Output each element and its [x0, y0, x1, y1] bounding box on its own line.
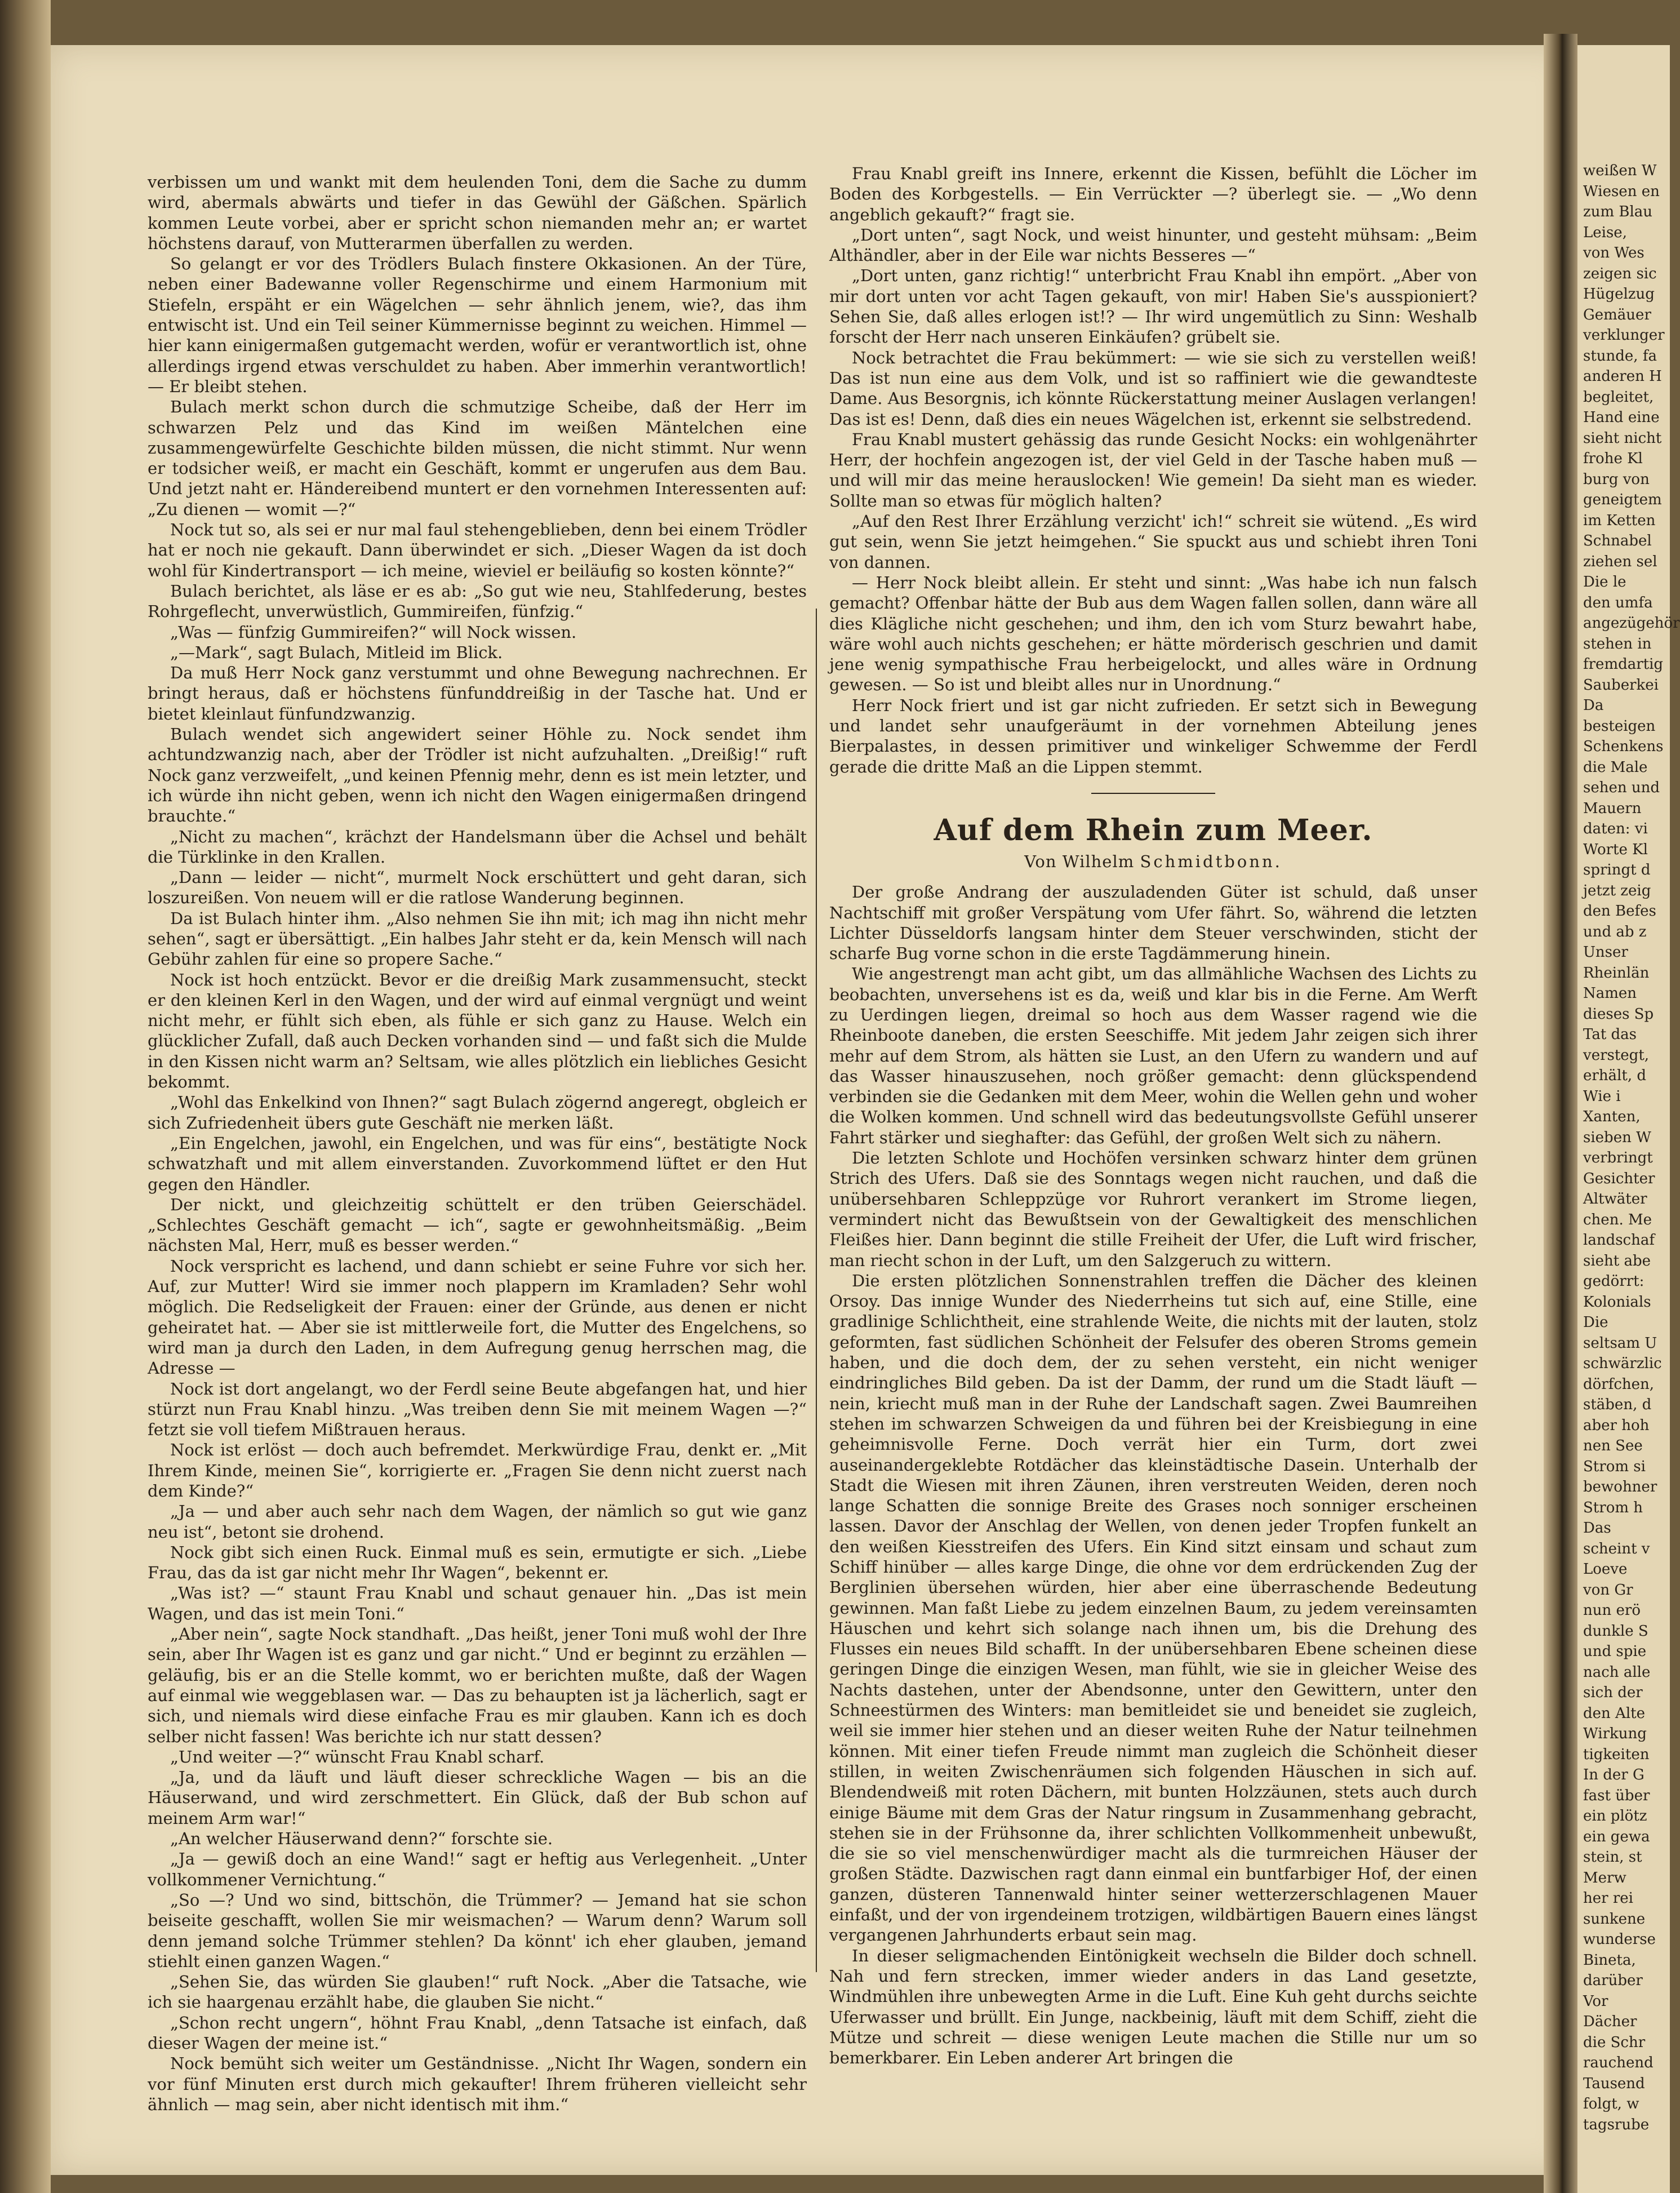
- facing-page-line: sieht abe: [1583, 1252, 1651, 1269]
- article-paragraph: Wie angestrengt man acht gibt, um das allmähliche Wachsen des Lichts zu beobachten, unversehens ist es da, weiß und klar bis in die Ferne. Am Werft zu Uerdingen liegen, dreimal so hoch aus dem Wasser ragend wie die Rheinboote daneben, die ersten Seeschiffe. Mit jedem Jahr zeigen sich ihrer mehr auf dem Strom, als hätten sie Lust, an den Ufern zu wandern und auf das Wasser hinauszusehen, noch größer gemacht: denn glückspendend verbinden sie die Gedanken mit dem Meer, wohin die Wellen gehn und woher die Wolken kommen. Und schnell wird das bedeutungsvollste Gefühl unserer Fahrt stärker und sieghafter: das Gefühl, der großen Welt sich zu nähern.: [829, 964, 1477, 1147]
- paragraph: Frau Knabl mustert gehässig das runde Gesicht Nocks: ein wohlgenährter Herr, der hochfein angezogen ist, der viel Geld in der Tasche haben muß — und will mir das meine herauslocken! Wie gemein! Da sieht man es wieder. Sollte man so etwas für möglich halten?: [829, 429, 1477, 510]
- facing-page-line: den umfa: [1583, 594, 1653, 611]
- paragraph: „An welcher Häuserwand denn?“ forschte sie.: [170, 1829, 553, 1849]
- facing-page-line: darüber: [1583, 1972, 1643, 1989]
- facing-page-line: chen. Me: [1583, 1211, 1652, 1228]
- paragraph: verbissen um und wankt mit dem heulenden Toni, dem die Sache zu dumm wird, abermals abwärts und tiefer in das Gewühl der Gäßchen. Spärlich kommen Leute vorbei, aber er spricht schon niemanden mehr an; er wartet höchstens darauf, von Mutterarmen überfallen zu werden.: [148, 172, 807, 253]
- facing-page-line: ein gewa: [1583, 1828, 1650, 1845]
- paragraph: „Dann — leider — nicht“, murmelt Nock erschüttert und geht daran, sich loszureißen. Von neuem will er die ratlose Wanderung beginnen.: [148, 868, 807, 908]
- facing-page-line: Gemäuer: [1583, 306, 1651, 323]
- facing-page-line: sunkene: [1583, 1910, 1646, 1928]
- paragraph: „Schon recht ungern“, höhnt Frau Knabl, „denn Tatsache ist einfach, daß dieser Wagen der meine ist.“: [148, 2013, 807, 2053]
- article-headline: Auf dem Rhein zum Meer.: [934, 813, 1373, 847]
- paragraph: Nock betrachtet die Frau bekümmert: — wie sie sich zu verstellen weiß! Das ist nun eine aus dem Volk, und ist so raffiniert wie die gewandteste Dame. Aus Besorgnis, ich könnte Rückerstattung meiner Auslagen verlangen! Das ist es! Denn, daß dies ein neues Wägelchen ist, erkennt sie selbstredend.: [829, 348, 1477, 429]
- facing-page-line: aber hoh: [1583, 1417, 1650, 1434]
- facing-page-line: Loeve: [1583, 1561, 1628, 1578]
- facing-page-line: dörfchen,: [1583, 1375, 1655, 1393]
- article-paragraph: Die letzten Schlote und Hochöfen versinken schwarz hinter dem grünen Strich des Ufers. Daß sie des Sonntags wegen nicht rauchen, und daß die unübersehbaren Schleppzüge vor Ruhrort verankert im Strome liegen, vermindert nicht das Bewußtsein von der Gewaltigkeit des menschlichen Fleißes hier. Dann beginnt die stille Freiheit der Ufer, die Luft wird frischer, man riecht schon in der Luft, um den Salzgeruch zu wittern.: [829, 1148, 1477, 1270]
- facing-page-line: Dächer: [1583, 2013, 1637, 2030]
- facing-page-line: dieses Sp: [1583, 1005, 1654, 1023]
- facing-page-line: Unser: [1583, 944, 1628, 961]
- facing-page-line: Wiesen en: [1583, 183, 1660, 200]
- paragraph: „—Mark“, sagt Bulach, Mitleid im Blick.: [170, 642, 503, 662]
- article-byline: [829, 851, 1477, 872]
- facing-page-line: besteigen: [1583, 717, 1656, 735]
- facing-page-line: und ab z: [1583, 923, 1647, 940]
- story-continuation: [829, 163, 1477, 777]
- facing-page-line: Vor: [1583, 1992, 1608, 2010]
- paragraph: Bulach berichtet, als läse er es ab: „So gut wie neu, Stahlfederung, bestes Rohrgeflecht, unverwüstlich, Gummireifen, fünfzig.“: [148, 581, 807, 622]
- facing-page-line: von Wes: [1583, 245, 1645, 261]
- facing-page-line: tagsrube: [1583, 2116, 1650, 2133]
- facing-page-line: verstegt,: [1583, 1046, 1650, 1064]
- paragraph: Nock tut so, als sei er nur mal faul stehengeblieben, denn bei einem Trödler hat er noch nie gekauft. Dann überwindet er sich. „Dieser Wagen da ist doch wohl für Kindertransport — ich meine, wieviel er beiläufig so kosten könnte?“: [148, 520, 807, 580]
- paragraph: Nock ist erlöst — doch auch befremdet. Merkwürdige Frau, denkt er. „Mit Ihrem Kinde, meinen Sie“, korrigierte er. „Fragen Sie denn nicht zuerst nach dem Kinde?“: [148, 1440, 807, 1501]
- facing-page-line: schwärzlic: [1583, 1355, 1662, 1372]
- facing-page-line: ziehen sel: [1583, 553, 1657, 570]
- facing-page-line: bewohner: [1583, 1479, 1657, 1495]
- facing-page-line: und spie: [1583, 1643, 1647, 1660]
- column-divider: [816, 609, 817, 1972]
- facing-page-line: Wie i: [1583, 1087, 1621, 1105]
- paragraph: „Dort unten, ganz richtig!“ unterbricht Frau Knabl ihn empört. „Aber von mir dort unten vor acht Tagen gekauft, von mir! Haben Sie's ausspioniert? Sehen Sie, daß alles erlogen ist!? — Ihr wird ungemütlich zu Sinn: Weshalb forscht der Herr nach unseren Einkäufen? grübelt sie.: [829, 266, 1477, 347]
- facing-page-line: daten: vi: [1583, 820, 1648, 837]
- facing-page-line: Gesichter: [1583, 1170, 1655, 1187]
- paragraph: Nock ist hoch entzückt. Bevor er die dreißig Mark zusammensucht, steckt er den kleinen Kerl in den Wagen, und der wird auf einmal vergnügt und weint nicht mehr, er fühlt sich eben, als fühle er sich ganz zu Hause. Welch ein glücklicher Zufall, daß auch Decken vorhanden sind — und faßt sich die Mulde in den Kissen nicht warm an? Seltsam, wie alles plötzlich ein liebliches Gesicht bekommt.: [148, 970, 807, 1092]
- facing-page-line: seltsam U: [1583, 1334, 1657, 1352]
- facing-page-line: Kolonials: [1583, 1293, 1651, 1311]
- facing-page-line: die Schr: [1583, 2034, 1646, 2051]
- facing-page-line: springt d: [1583, 862, 1651, 878]
- facing-page-line: Worte Kl: [1583, 841, 1648, 858]
- facing-page-edge: [1577, 45, 1680, 2193]
- facing-page-line: Schenkens: [1583, 738, 1664, 755]
- facing-page-line: verklunger: [1583, 327, 1665, 344]
- paragraph: Bulach wendet sich angewidert seiner Höhle zu. Nock sendet ihm achtundzwanzig nach, aber der Trödler ist nicht aufzuhalten. „Dreißig!“ ruft Nock ganz verzweifelt, „und keinen Pfennig mehr, denn es ist mein letzter, und ich würde ihn nicht geben, wenn ich nicht den Wagen einigermaßen dringend brauchte.“: [148, 725, 807, 826]
- facing-page-line: Mauern: [1583, 800, 1642, 817]
- facing-page-line: In der G: [1583, 1766, 1645, 1783]
- byline-author: Schmidtbonn.: [1140, 851, 1282, 871]
- paragraph: „Ein Engelchen, jawohl, ein Engelchen, und was für eins“, bestätigte Nock schwatzhaft und mit allem einverstanden. Zuvorkommend lüftet er den Hut gegen den Händler.: [148, 1133, 807, 1194]
- facing-page-line: fremdartig: [1583, 656, 1664, 673]
- facing-page-line: gedörrt:: [1583, 1273, 1645, 1290]
- paragraph: „Wohl das Enkelkind von Ihnen?“ sagt Bulach zögernd angeregt, obgleich er sich Zufriedenheit übers gute Geschäft nie merken läßt.: [148, 1093, 807, 1133]
- facing-page-line: weißen W: [1583, 162, 1657, 179]
- paragraph: „Aber nein“, sagte Nock standhaft. „Das heißt, jener Toni muß wohl der Ihre sein, aber Ihr Wagen ist es ganz und gar nicht.“ Und er beginnt zu erzählen — geläufig, bis er an die Stelle kommt, wo er berichten mußte, daß der Wagen auf einmal wie weggeblasen war. — Das zu behaupten ist ja lächerlich, sagt er sich, und niemals wird diese einfache Frau es mir glauben. Kann ich es doch selber nicht fassen! Was berichte ich nur statt dessen?: [148, 1624, 807, 1746]
- facing-page-column: [1583, 161, 1680, 2135]
- facing-page-line: erhält, d: [1583, 1067, 1646, 1084]
- facing-page-line: im Ketten: [1583, 512, 1656, 529]
- facing-page-line: sehen und: [1583, 779, 1660, 796]
- paragraph: „So —? Und wo sind, bittschön, die Trümmer? — Jemand hat sie schon beiseite geschafft, wollen Sie mir weismachen? — Warum denn? Warum soll denn jemand solche Trümmer stehlen? Da könnt' ich eher glauben, jemand stiehlt einen ganzen Wagen.“: [148, 1890, 807, 1971]
- facing-page-line: Schnabel: [1583, 532, 1652, 549]
- facing-page-line: nach alle: [1583, 1663, 1651, 1681]
- facing-page-line: Xanten,: [1583, 1108, 1641, 1125]
- facing-page-line: Namen: [1583, 985, 1637, 1002]
- paragraph: Herr Nock friert und ist gar nicht zufrieden. Er setzt sich in Bewegung und landet sehr unaufgeräumt in der vornehmen Abteilung jenes Bierpalastes, in dessen primitiver und winkeliger Schwemme der Ferdl gerade die dritte Maß an die Lippen stemmt.: [829, 695, 1477, 776]
- facing-page-line: von Gr: [1583, 1581, 1633, 1599]
- paragraph: „Was — fünfzig Gummireifen?“ will Nock wissen.: [170, 622, 577, 642]
- book-left-edge: [0, 0, 51, 2193]
- facing-page-line: Hand eine: [1583, 409, 1660, 426]
- facing-page-line: Da: [1583, 697, 1604, 714]
- facing-page-line: den Befes: [1583, 903, 1656, 920]
- facing-page-line: sieben W: [1583, 1129, 1651, 1146]
- facing-page-line: nen See: [1583, 1437, 1643, 1454]
- facing-page-line: Tausend: [1583, 2075, 1645, 2092]
- facing-page-line: scheint v: [1583, 1540, 1650, 1557]
- facing-page-line: Merw: [1583, 1869, 1626, 1886]
- article-paragraph: In dieser seligmachenden Eintönigkeit wechseln die Bilder doch schnell. Nah und fern strecken, immer wieder anders in das Land gesetzte, Windmühlen ihre unbewegten Arme in die Luft. Eine Kuh geht durchs seichte Uferwasser und brüllt. Ein Junge, nackbeinig, läuft mit dem Schiff, zieht die Mütze und schreit — diese wenigen Leute machen die Stille nur um so bemerkbarer. Ein Leben anderer Art bringen die: [829, 1946, 1477, 2068]
- facing-page-line: Leise,: [1583, 224, 1627, 241]
- paragraph: „Nicht zu machen“, krächzt der Handelsmann über die Achsel und behält die Türklinke in den Krallen.: [148, 827, 807, 867]
- facing-page-line: Wirkung: [1583, 1725, 1647, 1742]
- facing-page-line: burg von: [1583, 470, 1650, 488]
- facing-page-line: Strom si: [1583, 1458, 1646, 1475]
- facing-page-line: Hügelzug: [1583, 286, 1655, 303]
- paragraph: Nock gibt sich einen Ruck. Einmal muß es sein, ermutigte er sich. „Liebe Frau, das da ist gar nicht mehr Ihr Wagen“, bekennt er.: [148, 1542, 807, 1583]
- facing-page-line: begleitet,: [1583, 388, 1654, 406]
- facing-page-line: frohe Kl: [1583, 450, 1643, 467]
- facing-page-line: den Alte: [1583, 1704, 1645, 1722]
- facing-page-line: Bineta,: [1583, 1951, 1636, 1969]
- facing-page-line: landschaf: [1583, 1232, 1655, 1249]
- book-gutter: [1544, 34, 1577, 2193]
- byline-prefix: Von Wilhelm: [1024, 851, 1135, 871]
- facing-page-line: her rei: [1583, 1890, 1633, 1907]
- facing-page-line: wunderse: [1583, 1931, 1656, 1948]
- article-paragraph: Der große Andrang der auszuladenden Güter ist schuld, daß unser Nachtschiff mit großer Verspätung vom Ufer fährt. So, während die letzten Lichter Düsseldorfs langsam hinter dem Steuer verschwinden, sticht der scharfe Bug vorne schon in die erste Tagdämmerung hinein.: [829, 882, 1477, 964]
- facing-page-line: stein, st: [1583, 1849, 1642, 1866]
- paragraph: Nock bemüht sich weiter um Geständnisse. „Nicht Ihr Wagen, sondern ein vor fünf Minuten erst durch mich gekaufter! Ihrem früheren vielleicht sehr ähnlich — mag sein, aber nicht identisch mit ihm.“: [148, 2054, 807, 2114]
- paragraph: „Sehen Sie, das würden Sie glauben!“ ruft Nock. „Aber die Tatsache, wie ich sie haargenau erzählt habe, die glauben Sie nicht.“: [148, 1972, 807, 2012]
- facing-page-line: folgt, w: [1583, 2096, 1639, 2112]
- paragraph: Nock verspricht es lachend, und dann schiebt er seine Fuhre vor sich her. Auf, zur Mutter! Wird sie immer noch plappern im Kramladen? Sehr wohl möglich. Die Redseligkeit der Frauen: einer der Gründe, aus denen er nicht geheiratet hat. — Aber sie ist mittlerweile fort, die Mutter des Engelchens, so wird man ja durch den Laden, in dem Aufregung genug herrschen mag, die Adresse —: [148, 1256, 807, 1378]
- article-paragraph: Die ersten plötzlichen Sonnenstrahlen treffen die Dächer des kleinen Orsoy. Das innige Wunder des Niederrheins tut sich auf, eine Stille, eine gradlinige Schlichtheit, eine strahlende Weite, die nichts mit der lauten, stolz geformten, fast südlichen Schönheit der Felsufer des oberen Stroms gemein haben, und die doch dem, der zu sehen versteht, ein nicht weniger eindringliches Bild geben. Da ist der Damm, der rund um die Stadt läuft — nein, kriecht muß man in der Ruhe der Landschaft sagen. Zwei Baumreihen stehen im schwarzen Schweigen da und führen bei der Kreisbiegung in eine geheimnisvolle Ferne. Doch verrät hier ein Turm, dort zwei auseinandergeklebte Rotdächer das kleinstädtische Dasein. Unterhalb der Stadt die Wiesen mit ihren Zäunen, ihren verstreuten Weiden, deren noch lange Schatten die sonnige Breite des Grases noch sonniger erscheinen lassen. Davor der Anschlag der Wellen, von denen jeder Tropfen funkelt an den weißen Kiesstreifen des Ufers. Ein Kind sitzt einsam und schaut zum Schiff hinüber — alles karge Dinge, die ohne vor dem erdrückenden Zug der Berglinien übersehen würden, hier aber eine überraschende Bedeutung gewinnen. Man faßt Liebe zu jedem einzelnen Baum, zu jedem vereinsamten Häuschen und kehrt sich solange nach ihnen um, bis die Drehung des Flusses ein neues Bild schafft. In der unübersehbaren Ebene scheinen diese geringen Dinge die einzigen Wesen, man fühlt, wie sie in gleicher Weise des Nachts dastehen, unter der Abendsonne, unter den Gewittern, unter den Schneestürmen des Winters: man bemitleidet sie und beneidet sie zugleich, weil sie immer hier stehen und an dieser weiten Ruhe der Natur teilnehmen können. Mit einer tiefen Freude nimmt man zugleich die Schönheit dieser stillen, in weiten Zwischenräumen sich folgenden Häuschen in sich auf. Blendendweiß mit roten Dächern, mit bunten Holzzäunen, stets auch durch einige Bäume mit dem Gras der Natur ringsum in Zusammenhang gebracht, stehen sie in der Frühsonne da, ihrer schlichten Vollkommenheit unbewußt, die sie so viel menschenwürdiger macht als die turmreichen Häuser der großen Städte. Dazwischen ragt dann einmal ein buntfarbiger Hof, der einen ganzen, düsteren Tannenwald hinter seiner wetterzerschlagenen Mauer einfaßt, und der von irgendeinem trotzigen, wildbärtigen Bauern eines längst vergangenen Jahrhunderts erbaut sein mag.: [829, 1271, 1477, 1945]
- facing-page-line: stunde, fa: [1583, 347, 1657, 365]
- paragraph: „Ja — und aber auch sehr nach dem Wagen, der nämlich so gut wie ganz neu ist“, betont sie drohend.: [148, 1502, 807, 1542]
- facing-page-line: verbringt: [1583, 1149, 1653, 1166]
- facing-page-line: Tat das: [1583, 1026, 1637, 1043]
- facing-page-line: rauchend: [1583, 2054, 1654, 2071]
- facing-page-line: Altwäter: [1583, 1191, 1647, 1208]
- facing-page-line: sieht nicht: [1583, 429, 1662, 447]
- facing-page-line: tigkeiten: [1583, 1746, 1650, 1763]
- paragraph: Da ist Bulach hinter ihm. „Also nehmen Sie ihn mit; ich mag ihn nicht mehr sehen“, sagt er übersättigt. „Ein halbes Jahr steht er da, kein Mensch will nach Gebühr zahlen für eine so propere Sache.“: [148, 908, 807, 969]
- paragraph: Da muß Herr Nock ganz verstummt und ohne Bewegung nachrechnen. Er bringt heraus, daß er höchstens fünfunddreißig in der Tasche hat. Und er bietet kleinlaut fünfundzwanzig.: [148, 663, 807, 723]
- facing-page-line: stehen in: [1583, 635, 1652, 652]
- paragraph: „Und weiter —?“ wünscht Frau Knabl scharf.: [170, 1747, 545, 1766]
- facing-page-line: jetzt zeig: [1583, 882, 1651, 899]
- paragraph: Der nickt, und gleichzeitig schüttelt er den trüben Geierschädel. „Schlechtes Geschäft gemacht — ich“, sagte er gewohnheitsmäßig. „Beim nächsten Mal, Herr, muß es besser werden.“: [148, 1195, 807, 1255]
- paragraph: „Dort unten“, sagt Nock, und weist hinunter, und gesteht mühsam: „Beim Althändler, aber in der Eile war nichts Besseres —“: [829, 225, 1477, 265]
- paragraph: „Ja, und da läuft und läuft dieser schreckliche Wagen — bis an die Häuserwand, und wird zerschmettert. Ein Glück, daß der Bub schon auf meinem Arm war!“: [148, 1768, 807, 1828]
- paragraph: Bulach merkt schon durch die schmutzige Scheibe, daß der Herr im schwarzen Pelz und das Kind im weißen Mäntelchen eine zusammengewürfelte Geschichte bilden müssen, die nicht stimmt. Nur wenn er todsicher weiß, er macht ein Geschäft, kommt er ungerufen aus dem Bau. Und jetzt naht er. Händereibend muntert er den vornehmen Interessenten auf: „Zu dienen — womit —?“: [148, 397, 807, 519]
- paragraph: „Ja — gewiß doch an eine Wand!“ sagt er heftig aus Verlegenheit. „Unter vollkommener Vernichtung.“: [148, 1849, 807, 1889]
- facing-page-line: Die: [1583, 1314, 1608, 1331]
- paragraph: Nock ist dort angelangt, wo der Ferdl seine Beute abgefangen hat, und hier stürzt nun Frau Knabl hinzu. „Was treiben denn Sie mit meinem Wagen —?“ fetzt sie voll tiefem Mißtrauen heraus.: [148, 1379, 807, 1440]
- paragraph: Frau Knabl greift ins Innere, erkennt die Kissen, befühlt die Löcher im Boden des Korbgestells. — Ein Verrückter —? überlegt sie. — „Wo denn angeblich gekauft?“ fragt sie.: [829, 164, 1477, 224]
- paragraph: So gelangt er vor des Trödlers Bulach finstere Okkasionen. An der Türe, neben einer Badewanne voller Regenschirme und einem Harmonium mit Stiefeln, erspäht er ein Wägelchen — sehr ähnlich jenem, wie?, das ihm entwischt ist. Und ein Teil seiner Kümmernisse beginnt zu weichen. Himmel — hier kann einigermaßen gutgemacht werden, wofür er verantwortlich ist, ohne allerdings irgend etwas verschuldet zu haben. Aber immerhin verantwortlich! — Er bleibt stehen.: [148, 254, 807, 396]
- section-divider: [1091, 793, 1215, 794]
- paragraph: „Was ist? —“ staunt Frau Knabl und schaut genauer hin. „Das ist mein Wagen, und das ist mein Toni.“: [148, 1583, 807, 1623]
- facing-page-line: angezügehör: [1583, 615, 1680, 632]
- facing-page-line: sich der: [1583, 1684, 1643, 1701]
- facing-page-line: anderen H: [1583, 368, 1662, 385]
- facing-page-line: Die le: [1583, 574, 1626, 591]
- facing-page-line: zeigen sic: [1583, 265, 1657, 282]
- facing-page-line: fast über: [1583, 1787, 1650, 1804]
- paragraph: „Auf den Rest Ihrer Erzählung verzicht' ich!“ schreit sie wütend. „Es wird gut sein, wenn Sie jetzt heimgehen.“ Sie spuckt aus und schiebt ihren Toni von dannen.: [829, 512, 1477, 572]
- facing-page-line: geneigtem: [1583, 491, 1662, 508]
- paragraph: — Herr Nock bleibt allein. Er steht und sinnt: „Was habe ich nun falsch gemacht? Offenbar hätte der Bub aus dem Wagen fallen sollen, dann wäre all dies Klägliche nicht geschehen; und ihm, den ich vom Sturz bewahrt habe, wäre wohl auch nichts geschehen; er hätte mörderisch geschrien und damit jene wenig sympathische Frau herbeigelockt, und alles wäre in Ordnung gewesen. — So ist und bleibt alles nur in Unordnung.“: [829, 572, 1477, 695]
- facing-page-line: nun erö: [1583, 1602, 1641, 1619]
- story-column-2: [829, 163, 1477, 2079]
- facing-page-line: die Male: [1583, 758, 1648, 776]
- facing-page-line: dunkle S: [1583, 1622, 1648, 1640]
- story-column-1: [148, 172, 807, 2114]
- facing-page-line: ein plötz: [1583, 1808, 1647, 1824]
- article-body: [829, 882, 1477, 2068]
- facing-page-line: Strom h: [1583, 1499, 1643, 1516]
- facing-page-line: Das: [1583, 1520, 1611, 1537]
- facing-page-line: Rheinlän: [1583, 964, 1650, 982]
- facing-page-line: stäben, d: [1583, 1396, 1652, 1413]
- facing-page-line: Sauberkei: [1583, 676, 1659, 694]
- facing-page-line: zum Blau: [1583, 203, 1653, 220]
